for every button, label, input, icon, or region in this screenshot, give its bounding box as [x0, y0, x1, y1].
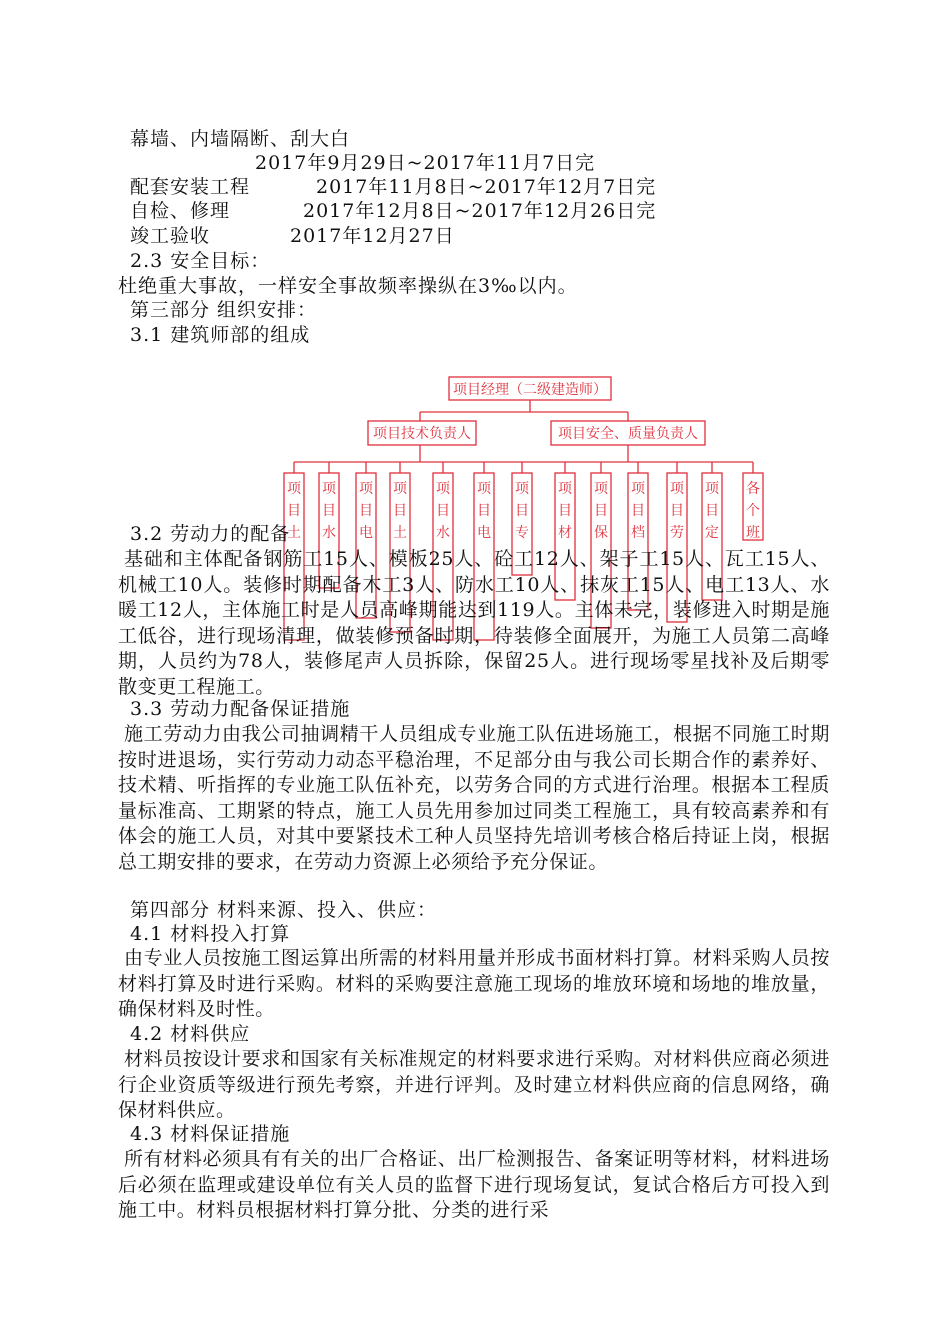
schedule-curtain-wall: 幕墙、内墙隔断、刮大白	[130, 128, 351, 150]
org-level3-char: 水	[436, 525, 450, 541]
org-safety-box	[551, 421, 705, 445]
org-level3-char: 电	[477, 525, 491, 541]
org-level3-char: 项	[670, 481, 684, 497]
safety-heading: 2.3 安全目标：	[130, 250, 271, 272]
org-level3-char: 项	[393, 481, 407, 497]
org-level3-char: 水	[322, 525, 336, 541]
org-level3-char: 保	[594, 525, 608, 541]
labor-guarantee-heading: 3.3 劳动力配备保证措施	[130, 698, 351, 720]
part3-heading: 第三部分 组织安排：	[130, 299, 318, 321]
org-level3-char: 项	[477, 481, 491, 497]
org-level3-char: 项	[558, 481, 572, 497]
org-level3-char: 目	[631, 503, 645, 519]
org-level3-char: 材	[558, 525, 572, 541]
schedule-install-label: 配套安装工程	[130, 176, 251, 198]
schedule-curtain-wall-dates: 2017年9月29日~2017年11月7日完	[255, 152, 596, 174]
org-level3-char: 电	[359, 525, 373, 541]
org-level2-safety: 项目安全、质量负责人	[558, 426, 698, 442]
schedule-acceptance-label: 竣工验收	[130, 225, 211, 247]
org-level3-char: 班	[746, 525, 760, 541]
s42-text: 材料员按设计要求和国家有关标准规定的材料要求进行采购。对材料供应商必须进行企业资质等级进行预先考察，并进行评判。及时建立材料供应商的信息网络，确保材料供应。	[118, 1048, 830, 1121]
schedule-acceptance-date: 2017年12月27日	[290, 225, 455, 247]
org-level3-char: 目	[594, 503, 608, 519]
org-level3-char: 目	[670, 503, 684, 519]
org-level3-char: 项	[594, 481, 608, 497]
org-level3-char: 目	[393, 503, 407, 519]
org-level3-char: 目	[705, 503, 719, 519]
schedule-inspect-dates: 2017年12月8日~2017年12月26日完	[303, 200, 657, 222]
s41-text: 由专业人员按施工图运算出所需的材料用量并形成书面材料打算。材料采购人员按材料打算及时进行采购。材料的采购要注意施工现场的堆放环境和场地的堆放量，确保材料及时性。	[118, 947, 830, 1020]
org-level3-char: 目	[322, 503, 336, 519]
schedule-install-dates: 2017年11月8日~2017年12月7日完	[316, 176, 657, 198]
org-level2-tech: 项目技术负责人	[373, 426, 471, 442]
org-level3-char: 目	[359, 503, 373, 519]
org-level3-char: 土	[393, 525, 407, 541]
org-level3-char: 劳	[670, 525, 684, 541]
safety-text: 杜绝重大事故，一样安全事故频率操纵在3‰以内。	[118, 275, 578, 297]
org-level3-char: 目	[515, 503, 529, 519]
org-level3-char: 目	[477, 503, 491, 519]
org-level3-char: 项	[322, 481, 336, 497]
org-level3-char: 项	[705, 481, 719, 497]
org-level3-char: 项	[359, 481, 373, 497]
s43-heading: 4.3 材料保证措施	[130, 1123, 291, 1145]
org-level3-char: 项	[436, 481, 450, 497]
part4-heading: 第四部分 材料来源、投入、供应：	[130, 899, 438, 921]
org-level3-box	[743, 473, 763, 540]
org-level3-char: 定	[705, 525, 719, 541]
org-level3-char: 目	[287, 503, 301, 519]
labor-guarantee-text: 施工劳动力由我公司抽调精干人员组成专业施工队伍进场施工，根据不同施工时期按时进退场，实行劳动力动态平稳治理，不足部分由与我公司长期合作的素养好、技术精、听指挥的专业施工队伍补充，以劳务合同的方式进行治理。根据本工程质量标准高、工期紧的特点，施工人员先用参加过同类工程施工，具有较高素养和有体会的施工人员，对其中要紧技术工种人员坚持先培训考核合格后持证上岗，根据总工期安排的要求，在劳动力资源上必须给予充分保证。	[118, 723, 830, 873]
org-level3-char: 项	[287, 481, 301, 497]
org-level3-char: 目	[558, 503, 572, 519]
schedule-inspect-label: 自检、修理	[130, 200, 231, 222]
org-root-label: 项目经理（二级建造师）	[453, 382, 607, 398]
org-level3-char: 土	[287, 525, 301, 541]
org-level3-char: 各	[746, 481, 760, 497]
part3-sub1: 3.1 建筑师部的组成	[130, 324, 311, 346]
labor-text: 基础和主体配备钢筋工15人、模板25人、砼工12人、架子工15人、瓦工15人、机械工10人。装修时期配备木工3人、防水工10人、抹灰工15人、电工13人、水暖工12人，主体施工时是人员高峰期能达到119人。主体未完，装修进入时期是施工低谷，进行现场清理，做装修预备时期，待装修全面展开，为施工人员第二高峰期，人员约为78人，装修尾声人员拆除，保留25人。进行现场零星找补及后期零散变更工程施工。	[118, 548, 830, 698]
org-level3-char: 项	[515, 481, 529, 497]
org-tech-box	[368, 421, 476, 445]
s43-text: 所有材料必须具有有关的出厂合格证、出厂检测报告、备案证明等材料，材料进场后必须在监理或建设单位有关人员的监督下进行现场复试，复试合格后方可投入到施工中。材料员根据材料打算分批、分类的进行采	[118, 1148, 830, 1221]
org-level3-char: 个	[746, 503, 760, 519]
s42-heading: 4.2 材料供应	[130, 1023, 251, 1045]
s41-heading: 4.1 材料投入打算	[130, 923, 291, 945]
labor-heading: 3.2 劳动力的配备	[130, 523, 291, 545]
org-root-box	[449, 377, 611, 400]
org-level3-char: 档	[631, 525, 645, 541]
org-level3-char: 项	[631, 481, 645, 497]
org-level3-char: 专	[515, 525, 529, 541]
org-level3-char: 目	[436, 503, 450, 519]
